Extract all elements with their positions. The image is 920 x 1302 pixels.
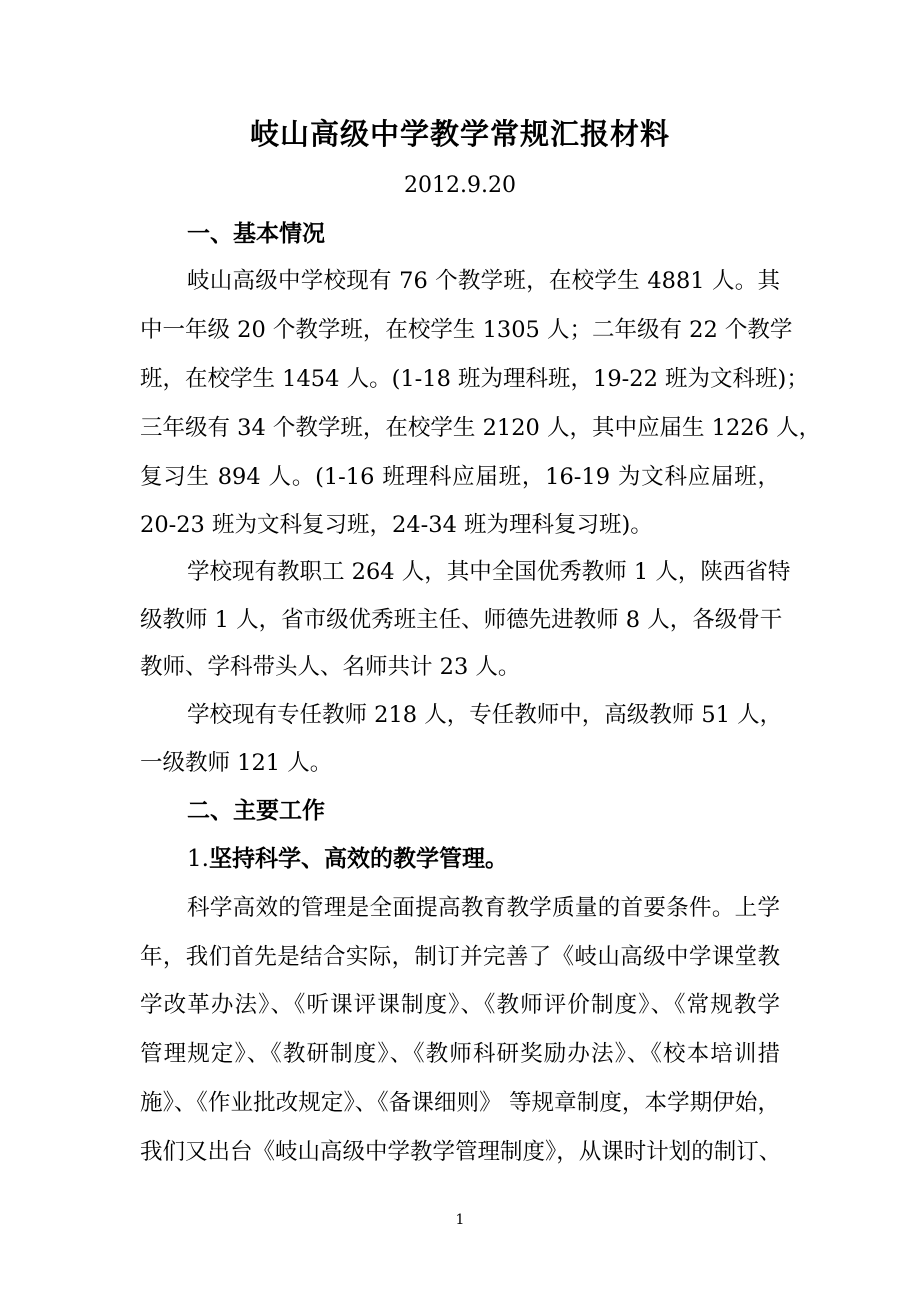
paragraph-line: 施》、《作业批改规定》、《备课细则》 等规章制度，本学期伊始， xyxy=(140,1090,780,1116)
document-date: 2012.9.20 xyxy=(404,173,516,198)
paragraph-line: 岐山高级中学校现有 76 个教学班，在校学生 4881 人。其 xyxy=(187,268,780,294)
paragraph-line: 中一年级 20 个教学班，在校学生 1305 人；二年级有 22 个教学 xyxy=(140,317,793,343)
section-heading-basic-info: 一、基本情况 xyxy=(187,220,325,247)
document-title: 岐山高级中学教学常规汇报材料 xyxy=(249,117,670,151)
paragraph-line: 复习生 894 人。(1-16 班理科应届班，16-19 为文科应届班， xyxy=(140,464,780,490)
subsection-number: 1. xyxy=(187,846,209,872)
paragraph-line: 我们又出台《岐山高级中学教学管理制度》，从课时计划的制订、 xyxy=(140,1139,782,1165)
paragraph-line: 20-23 班为文科复习班，24-34 班为理科复习班)。 xyxy=(140,512,653,538)
paragraph-line: 一级教师 121 人。 xyxy=(140,750,333,776)
page-number: 1 xyxy=(455,1212,465,1228)
section-heading-main-work: 二、主要工作 xyxy=(187,797,325,824)
paragraph-line: 教师、学科带头人、名师共计 23 人。 xyxy=(140,654,521,680)
paragraph-line: 学改革办法》、《听课评课制度》、《教师评价制度》、《常规教学 xyxy=(140,992,780,1018)
paragraph-line: 年，我们首先是结合实际，制订并完善了《岐山高级中学课堂教 xyxy=(140,944,780,970)
paragraph-line: 班，在校学生 1454 人。(1-18 班为理科班，19-22 班为文科班)； xyxy=(140,366,809,392)
paragraph-line: 级教师 1 人，省市级优秀班主任、师德先进教师 8 人，各级骨干 xyxy=(140,607,783,633)
paragraph-line: 三年级有 34 个教学班，在校学生 2120 人，其中应届生 1226 人， xyxy=(140,415,822,441)
subsection-heading xyxy=(187,841,508,877)
paragraph-line: 科学高效的管理是全面提高教育教学质量的首要条件。上学 xyxy=(187,895,780,921)
paragraph-line: 管理规定》、《教研制度》、《教师科研奖励办法》、《校本培训措 xyxy=(140,1041,780,1067)
paragraph-line: 学校现有教职工 264 人，其中全国优秀教师 1 人，陕西省特 xyxy=(187,559,791,585)
subsection-title: 坚持科学、高效的教学管理。 xyxy=(208,845,508,872)
paragraph-line: 学校现有专任教师 218 人，专任教师中，高级教师 51 人， xyxy=(187,702,783,728)
